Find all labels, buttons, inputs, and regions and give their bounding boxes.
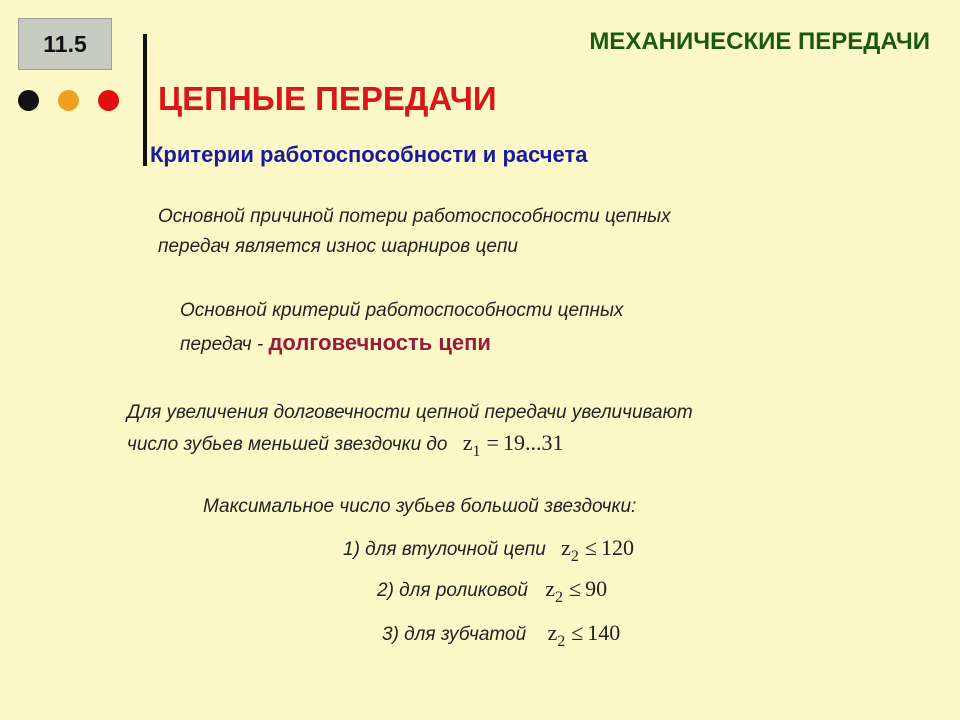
subtitle: Критерии работоспособности и расчета — [150, 142, 588, 167]
list-item-bushing-chain — [343, 533, 634, 566]
section-number: 11.5 — [43, 30, 87, 57]
section-number-badge — [18, 18, 112, 70]
formula-z2-bushing: $z_2 \le 120$ — [561, 535, 634, 565]
paragraph-durability-increase — [127, 398, 693, 461]
bullet-dot-red — [98, 90, 119, 111]
paragraph-line: передач является износ шарниров цепи — [158, 236, 518, 257]
paragraph-wear-cause — [158, 202, 671, 262]
paragraph-line: передач - — [180, 334, 264, 355]
paragraph-line: Для увеличения долговечности цепной передачи увеличивают — [127, 402, 693, 423]
header-title: МЕХАНИЧЕСКИЕ ПЕРЕДАЧИ — [589, 28, 930, 55]
list-item-label: 1) для втулочной цепи — [343, 539, 546, 560]
formula-z1: $z_1 = 19...31$ — [462, 430, 564, 460]
list-item-roller-chain — [377, 574, 607, 607]
bullet-dot-orange — [58, 90, 79, 111]
paragraph-line: число зубьев меньшей звездочки до — [127, 434, 448, 455]
paragraph-line: Основной критерий работоспособности цепных — [180, 300, 624, 321]
paragraph-line: Основной причиной потери работоспособности цепных — [158, 206, 671, 227]
list-item-toothed-chain — [382, 618, 620, 651]
emphasis-durability: долговечность цепи — [268, 330, 491, 355]
list-item-label: 3) для зубчатой — [382, 624, 527, 645]
bullet-dot-black — [18, 90, 39, 111]
list-item-label: 2) для роликовой — [377, 580, 528, 601]
section-title: ЦЕПНЫЕ ПЕРЕДАЧИ — [158, 80, 497, 117]
formula-z2-roller: $z_2 \le 90$ — [545, 576, 608, 606]
paragraph-main-criterion — [180, 296, 623, 362]
vertical-divider — [143, 34, 147, 166]
formula-z2-toothed: $z_2 \le 140$ — [547, 620, 621, 650]
max-teeth-heading: Максимальное число зубьев большой звездочки: — [203, 496, 637, 517]
